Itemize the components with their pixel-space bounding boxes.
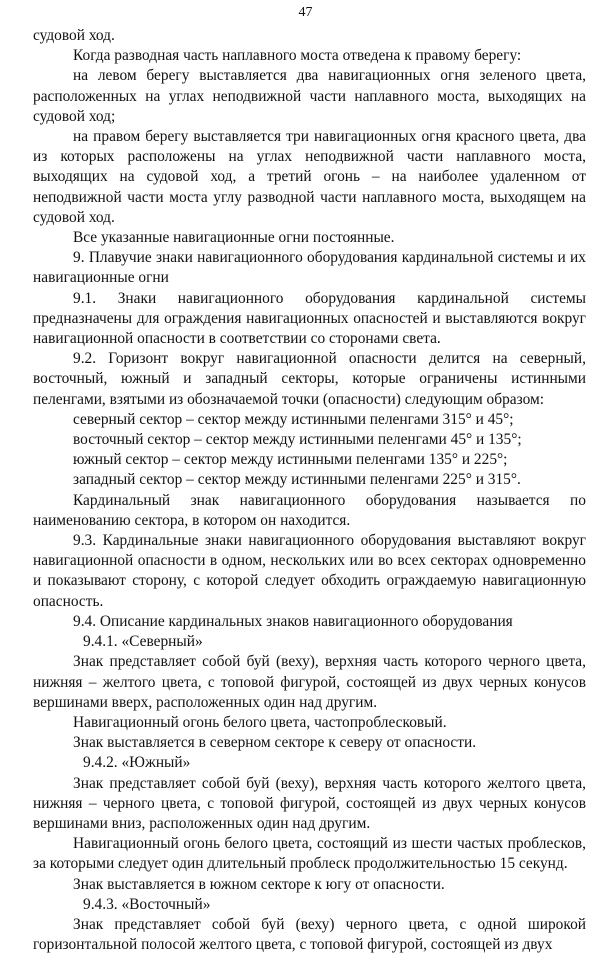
paragraph: южный сектор – сектор между истинными пеленгами 135° и 225°; — [73, 451, 508, 469]
paragraph: 9.4.3. «Восточный» — [83, 895, 211, 913]
paragraph: Навигационный огонь белого цвета, состоящий из шести частых проблесков, за которыми следует один длительный проблеск продолжительностью 15 секунд. — [33, 835, 586, 873]
paragraph: на правом берегу выставляется три навигационных огня красного цвета, два из которых расположены на углах неподвижной части наплавного моста, выходящих на судовой ход, а третий огонь – на наиболее удаленном от неподвижной части моста углу разводной части наплавного моста, выходящем на судовой ход. — [33, 128, 586, 226]
paragraph: 9.4.2. «Южный» — [83, 754, 191, 772]
paragraph: Знак представляет собой буй (веху), верхняя часть которого желтого цвета, нижняя – черного цвета, с топовой фигурой, состоящей из двух черных конусов вершинами вниз, расположенных один над другим. — [33, 774, 586, 832]
paragraph: восточный сектор – сектор между истинными пеленгами 45° и 135°; — [73, 431, 522, 449]
paragraph: Знак представляет собой буй (веху) черного цвета, с одной широкой горизонтальной полосой желтого цвета, с топовой фигурой, состоящей из двух — [33, 915, 586, 954]
paragraph: Знак представляет собой буй (веху), верхняя часть которого черного цвета, нижняя – желтого цвета, с топовой фигурой, состоящей из двух черных конусов вершинами вверх, расположенных один над другим. — [33, 653, 586, 711]
paragraph: Все указанные навигационные огни постоянные. — [73, 229, 395, 247]
paragraph: 9. Плавучие знаки навигационного оборудования кардинальной системы и их навигационные огни — [33, 249, 586, 287]
paragraph: Знак выставляется в южном секторе к югу от опасности. — [73, 875, 445, 893]
paragraph: северный сектор – сектор между истинными пеленгами 315° и 45°; — [73, 410, 514, 428]
page-number: 47 — [298, 5, 313, 20]
paragraph: 9.1. Знаки навигационного оборудования кардинальной системы предназначены для ограждения навигационных опасностей и выставляются вокруг навигационной опасности в соответствии со сторонами света. — [33, 289, 586, 348]
paragraph: 9.4.1. «Северный» — [83, 633, 203, 651]
paragraph: на левом берегу выставляется два навигационных огня зеленого цвета, расположенных на углах неподвижной части наплавного моста, выходящих на судовой ход; — [33, 67, 586, 125]
paragraph: западный сектор – сектор между истинными пеленгами 225° и 315°. — [73, 471, 521, 489]
paragraph: 9.2. Горизонт вокруг навигационной опасности делится на северный, восточный, южный и западный секторы, которые ограничены истинными пеленгами, взятыми из обозначаемой точки (опасности) следующим образом: — [33, 350, 586, 408]
paragraph: 9.3. Кардинальные знаки навигационного оборудования выставляют вокруг навигационной опасности в одном, нескольких или во всех секторах одновременно и показывают сторону, с которой следует обходить ограждаемую навигационную опасность. — [33, 532, 586, 610]
paragraph: Кардинальный знак навигационного оборудования называется по наименованию сектора, в котором он находится. — [33, 491, 586, 529]
paragraph: судовой ход. — [33, 27, 115, 44]
paragraph: Когда разводная часть наплавного моста отведена к правому берегу: — [73, 47, 522, 65]
paragraph: 9.4. Описание кардинальных знаков навигационного оборудования — [73, 612, 513, 630]
paragraph: Навигационный огонь белого цвета, частопроблесковый. — [73, 713, 447, 731]
document-body — [33, 26, 586, 955]
paragraph: Знак выставляется в северном секторе к северу от опасности. — [73, 734, 477, 752]
